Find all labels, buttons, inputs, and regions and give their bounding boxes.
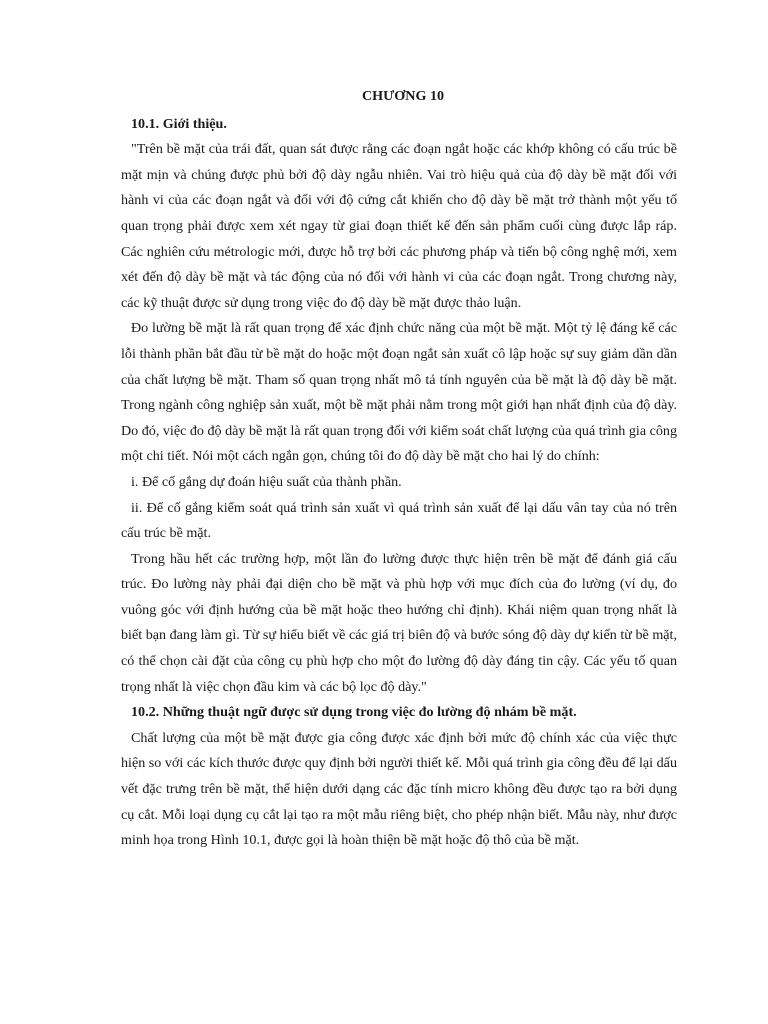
paragraph-intro-quote: "Trên bề mặt của trái đất, quan sát được rằng các đoạn ngắt hoặc các khớp không có cấu trúc bề mặt mịn và chúng được phủ bởi độ dày ngẫu nhiên. Vai trò hiệu quả của độ dày bề mặt đối với hành vi của các đoạn ngắt và đối với độ cứng cắt khiến cho độ dày bề mặt trở thành một yếu tố quan trọng phải được xem xét ngay từ giai đoạn thiết kế đến sản phẩm cuối cùng được lắp ráp. Các nghiên cứu métrologic mới, được hỗ trợ bởi các phương pháp và tiến bộ công nghệ mới, xem xét đến độ dày bề mặt và tác động của nó đối với hành vi của các đoạn ngắt. Trong chương này, các kỹ thuật được sử dụng trong việc đo độ dày bề mặt được thảo luận.: [121, 141, 677, 311]
page-content: [121, 84, 677, 854]
list-item-reason-2: ii. Để cố gắng kiểm soát quá trình sản xuất vì quá trình sản xuất để lại dấu vân tay của nó trên cấu trúc bề mặt.: [121, 499, 677, 542]
section-heading-intro: 10.1. Giới thiệu.: [131, 115, 227, 132]
section-heading-terminology: 10.2. Những thuật ngữ được sử dụng trong việc đo lường độ nhám bề mặt.: [131, 704, 577, 721]
paragraph-measurement-cases: Trong hầu hết các trường hợp, một lần đo lường được thực hiện trên bề mặt để đánh giá cấu trúc. Đo lường này phải đại diện cho bề mặt và phù hợp với mục đích của đo lường (ví dụ, đo vuông góc với định hướng của bề mặt hoặc theo hướng chỉ định). Khái niệm quan trọng nhất là biết bạn đang làm gì. Từ sự hiểu biết về các giá trị biên độ và bước sóng độ dày dự kiến từ bề mặt, có thể chọn cài đặt của công cụ phù hợp cho một đo lường độ dày đáng tin cậy. Các yếu tố quan trọng nhất là việc chọn đầu kim và các bộ lọc độ dày.": [121, 550, 677, 695]
paragraph-surface-measurement: Đo lường bề mặt là rất quan trọng để xác định chức năng của một bề mặt. Một tỷ lệ đáng kể các lỗi thành phần bắt đầu từ bề mặt do hoặc một đoạn ngắt sản xuất cô lập hoặc sự suy giảm dần dần của chất lượng bề mặt. Tham số quan trọng nhất mô tả tính nguyên của bề mặt là độ dày bề mặt. Trong ngành công nghiệp sản xuất, một bề mặt phải nằm trong một giới hạn nhất định của độ dày. Do đó, việc đo độ dày bề mặt là rất quan trọng đối với kiểm soát chất lượng của quá trình gia công một chi tiết. Nói một cách ngắn gọn, chúng tôi đo độ dày bề mặt cho hai lý do chính:: [121, 320, 678, 465]
chapter-title: CHƯƠNG 10: [361, 88, 445, 104]
list-item-reason-1: i. Để cố gắng dự đoán hiệu suất của thành phần.: [131, 473, 402, 490]
paragraph-surface-quality: Chất lượng của một bề mặt được gia công được xác định bởi mức độ chính xác của việc thực hiện so với các kích thước được quy định bởi người thiết kế. Mỗi quá trình gia công đều để lại dấu vết đặc trưng trên bề mặt, thể hiện dưới dạng các đặc tính micro không đều được tạo ra bởi dụng cụ cắt. Mỗi loại dụng cụ cắt lại tạo ra một mẫu riêng biệt, cho phép nhận biết. Mẫu này, như được minh họa trong Hình 10.1, được gọi là hoàn thiện bề mặt hoặc độ thô của bề mặt.: [121, 729, 677, 849]
